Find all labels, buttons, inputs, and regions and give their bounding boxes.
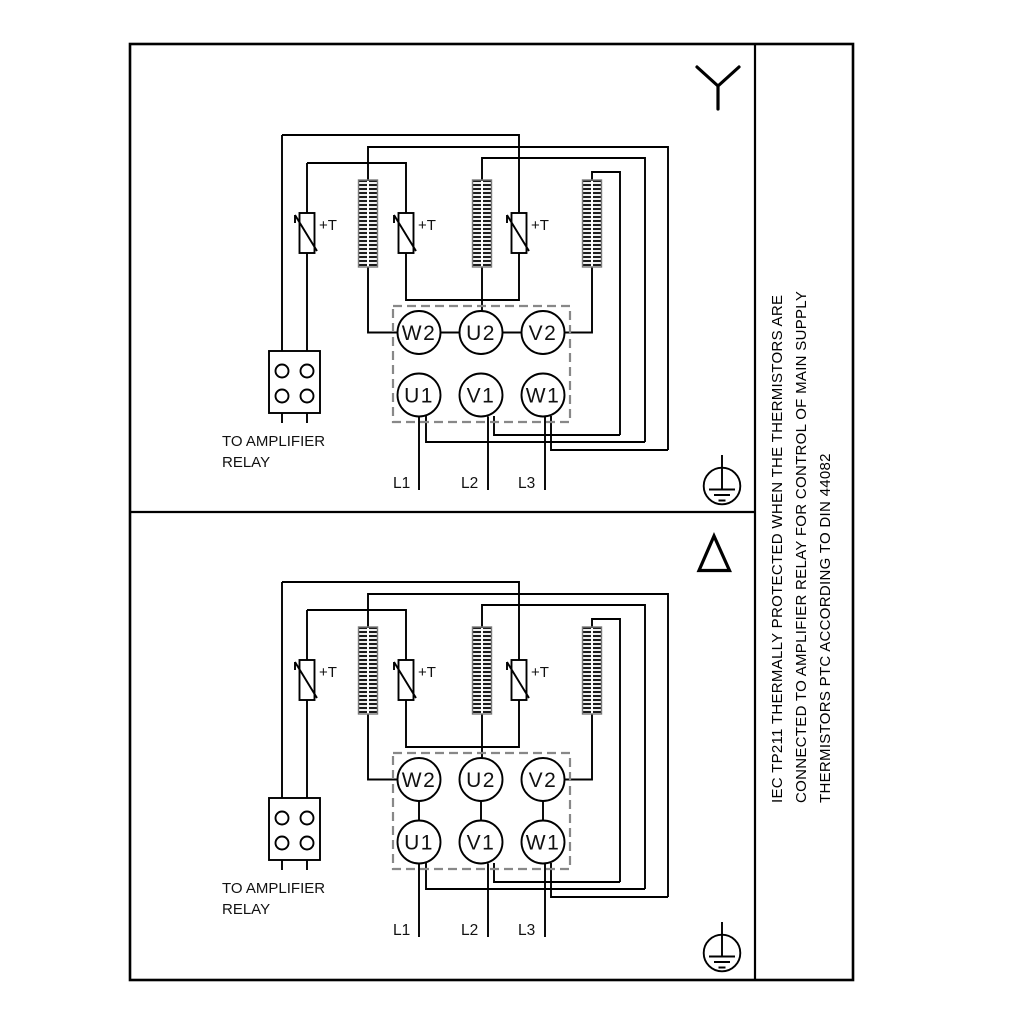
- thermistor-2-label: +T: [418, 664, 436, 681]
- thermistor-3-label: +T: [531, 217, 549, 234]
- supply-l2-label: L2: [461, 475, 479, 492]
- terminal-v1-label: V1: [466, 831, 496, 855]
- thermistors: [295, 660, 549, 700]
- terminal-u1-label: U1: [404, 831, 434, 855]
- side-note: [766, 243, 838, 803]
- delta-connection-icon: [699, 536, 730, 571]
- thermistor-2-label: +T: [418, 217, 436, 234]
- terminal-w2-label: W2: [401, 322, 437, 345]
- wire-u1-branch: [426, 416, 645, 442]
- relay-pin: [276, 390, 289, 403]
- star-connection-icon: [697, 67, 739, 109]
- motor-circuit-delta: [222, 582, 668, 939]
- panel-delta: [222, 536, 740, 971]
- supply-l3-label: L3: [518, 475, 536, 492]
- star-icon-arms: [697, 67, 739, 109]
- terminal-w2-label: W2: [401, 769, 437, 792]
- wire-t1-t2-link: [307, 163, 406, 213]
- relay-caption-line1: TO AMPLIFIER: [222, 433, 326, 450]
- supply-l1-label: L1: [393, 475, 411, 492]
- wire-v1-branch: [494, 416, 620, 435]
- supply-l2-label: L2: [461, 922, 479, 939]
- terminal-u2-label: U2: [466, 769, 496, 792]
- relay-pin: [276, 837, 289, 850]
- terminal-v1-label: V1: [466, 384, 496, 408]
- terminal-board: [393, 306, 570, 422]
- supply-l1-label: L1: [393, 922, 411, 939]
- wire-winding3-bottom: [565, 714, 593, 780]
- side-note-line1: IEC TP211 THERMALLY PROTECTED WHEN THE THERMISTORS ARE: [769, 294, 786, 803]
- relay-pin: [301, 812, 314, 825]
- relay-connector: [222, 351, 325, 471]
- earth-ground-icon: [704, 455, 741, 504]
- wire-winding1-bottom: [368, 267, 398, 333]
- thermistor-1-label: +T: [319, 664, 337, 681]
- relay-pin: [301, 365, 314, 378]
- panel-star: [222, 67, 740, 504]
- side-note-line3: THERMISTORS PTC ACCORDING TO DIN 44082: [817, 453, 834, 803]
- relay-caption-line2: RELAY: [222, 901, 271, 918]
- wire-t2-t3-link: [406, 253, 519, 300]
- supply-labels: [393, 922, 535, 939]
- relay-connector: [222, 798, 325, 918]
- thermistor-3-label: +T: [531, 664, 549, 681]
- wire-winding3-bottom: [565, 267, 593, 333]
- terminal-u1-label: U1: [404, 384, 434, 408]
- relay-box: [269, 351, 320, 413]
- relay-pin: [301, 390, 314, 403]
- relay-pin: [276, 812, 289, 825]
- wire-u1-branch: [426, 863, 645, 889]
- terminal-u2-label: U2: [466, 322, 496, 345]
- relay-pin: [301, 837, 314, 850]
- motor-windings: [359, 627, 602, 714]
- thermistors: [295, 213, 549, 253]
- terminal-w1-label: W1: [525, 831, 561, 855]
- motor-windings: [359, 180, 602, 267]
- terminal-v2-label: V2: [528, 322, 558, 345]
- terminal-v2-label: V2: [528, 769, 558, 792]
- terminal-w1-label: W1: [525, 384, 561, 408]
- wire-t2-t3-link: [406, 700, 519, 747]
- wire-winding1-bottom: [368, 714, 398, 780]
- relay-caption-line2: RELAY: [222, 454, 271, 471]
- thermistor-1-label: +T: [319, 217, 337, 234]
- motor-circuit-star: [222, 135, 668, 492]
- relay-pin: [276, 365, 289, 378]
- earth-ground-icon: [704, 922, 741, 971]
- supply-l3-label: L3: [518, 922, 536, 939]
- relay-caption-line1: TO AMPLIFIER: [222, 880, 326, 897]
- relay-box: [269, 798, 320, 860]
- supply-labels: [393, 475, 535, 492]
- side-note-line2: CONNECTED TO AMPLIFIER RELAY FOR CONTROL OF MAIN SUPPLY: [793, 290, 810, 803]
- wire-v1-branch: [494, 863, 620, 882]
- wire-t1-t2-link: [307, 610, 406, 660]
